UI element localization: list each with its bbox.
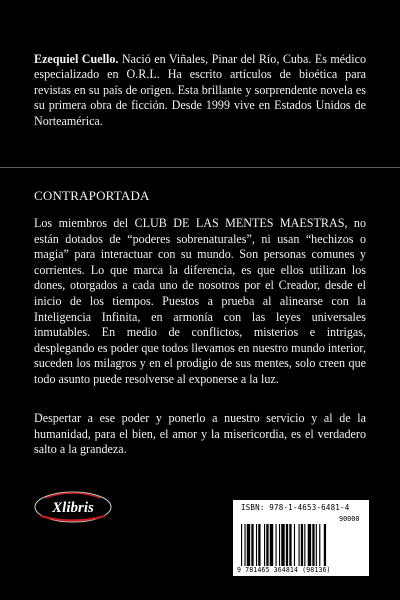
author-bio-text: Nació en Viñales, Pinar del Río, Cuba. Es médico especializado en O.R.L. Ha escrito artículos de bioética para revistas en su país de origen. Esta brillante y sorprendente novela es su primera obra de ficción. Desde 1999 vive en Estados Unidos de Norteamérica. (34, 52, 366, 128)
isbn-label: ISBN: 978-1-4653-6481-4 (241, 503, 350, 512)
logo-text: Xlibris (52, 500, 94, 516)
author-name: Ezequiel Cuello. (34, 52, 119, 66)
barcode-numbers: 9 781465 364814 (98136) (237, 566, 331, 574)
synopsis-paragraph-1: Los miembros del CLUB DE LAS MENTES MAESTRAS, no están dotados de “poderes sobrenaturales”, ni usan “hechizos o magia” para interactuar con su mundo. Son personas comunes y corrientes. Lo que marca la diferencia, es que ellos utilizan los dones, otorgados a cada uno de nosotros por el Creador, desde el inicio de los tiempos. Puestos a prueba al alinearse con la Inteligencia Infinita, en armonía con las leyes universales inmutables. En medio de conflictos, misterios e intrigas, desplegando es poder que todos llevamos en nuestro mundo interior, suceden los milagros y en el prodigio de sus mentes, solo creen que todo asunto puede resolverse al exponerse a la luz. (34, 216, 366, 386)
price-code: 90000 (339, 515, 360, 523)
section-heading: CONTRAPORTADA (34, 188, 150, 203)
isbn-barcode-box (233, 500, 369, 576)
barcode-icon (239, 524, 365, 566)
synopsis-paragraph-2: Despertar a ese poder y ponerlo a nuestro servicio y al de la humanidad, para el bien, el amor y la misericordia, es el verdadero salto a la grandeza. (34, 411, 366, 457)
author-bio (34, 52, 366, 129)
xlibris-logo (33, 489, 113, 525)
section-divider (0, 167, 400, 168)
